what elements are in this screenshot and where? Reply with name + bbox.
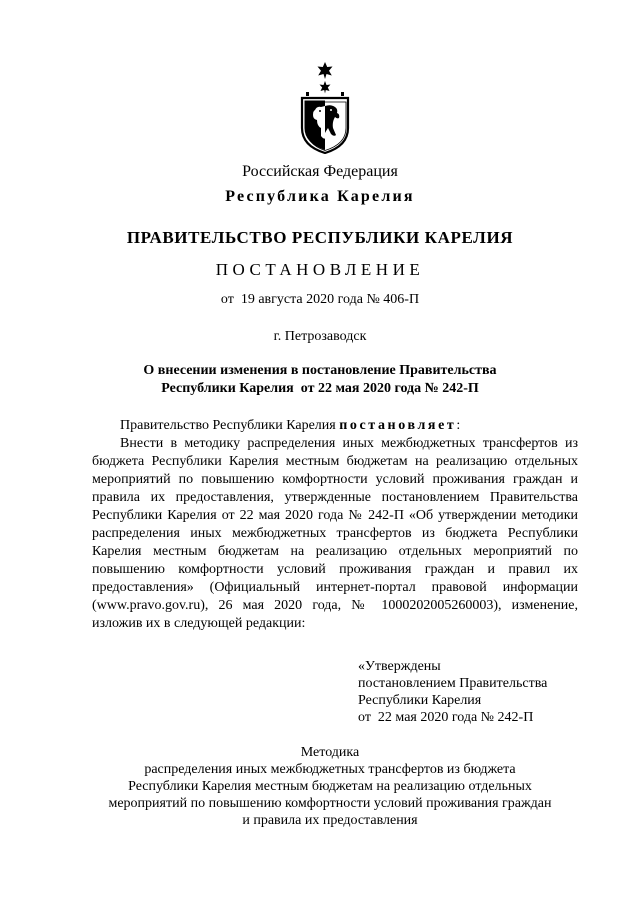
methodology-line: мероприятий по повышению комфортности условий проживания граждан [108,796,552,811]
methodology-line: распределения иных межбюджетных трансфертов из бюджета [144,762,516,777]
document-subject [100,362,540,398]
document-type: ПОСТАНОВЛЕНИЕ [215,260,425,279]
document-date-number: от 19 августа 2020 года № 406-П [220,292,420,307]
authority-name: ПРАВИТЕЛЬСТВО РЕСПУБЛИКИ КАРЕЛИЯ [126,228,514,247]
approval-line: постановлением Правительства [358,676,548,691]
methodology-line: Республики Карелия местным бюджетам на реализацию отдельных [128,779,532,794]
approval-stamp-text [358,658,588,726]
main-paragraph: Внести в методику распределения иных межбюджетных трансфертов из бюджета Республики Карелия местным бюджетам на реализацию отдельных мероприятий по повышению комфортности условий проживания граждан и правила их предоставления, утвержденные постановлением Правительства Республики Карелия от 22 мая 2020 года № 242-П «Об утверждении методики распределения иных межбюджетных трансфертов из бюджета Республики Карелия местным бюджетам на реализацию отдельных мероприятий по повышению комфортности условий проживания граждан и правил их предоставления» (Официальный интернет-портал правовой информации (www.pravo.gov.ru), 26 мая 2020 года, № 1000202005260003), изменение, изложив их в следующей редакции: [92,436,578,631]
subject-line: Республики Карелия от 22 мая 2020 года № 242-П [161,381,479,396]
intro-text: Правительство Республики Карелия [120,418,340,433]
approval-line: Республики Карелия [358,693,482,708]
country-name: Российская Федерация [242,163,398,180]
methodology-title [80,744,580,829]
decree-verb: постановляет [339,418,457,433]
subject-line: О внесении изменения в постановление Правительства [143,363,497,378]
approval-line: «Утверждены [358,659,441,674]
region-name: Республика Карелия [225,188,415,205]
document-city: г. Петрозаводск [273,329,367,344]
karelia-coat-of-arms-icon [298,62,352,154]
methodology-line: и правила их предоставления [242,813,418,828]
approval-line: от 22 мая 2020 года № 242-П [358,710,534,725]
intro-end: : [456,418,461,433]
intro-paragraph [92,417,578,435]
methodology-line: Методика [300,745,360,760]
